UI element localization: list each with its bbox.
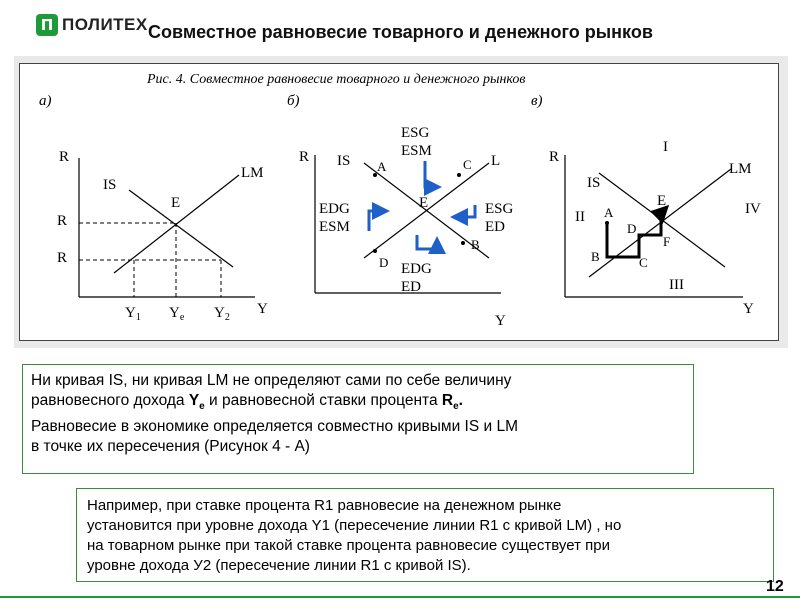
panel-b-arrow-bottom <box>417 235 437 249</box>
panel-b-b-label: B <box>471 237 480 252</box>
panel-c-path <box>607 207 667 257</box>
example-line-3: на товарном рынке при такой ставке процента равновесие существует при <box>87 537 610 554</box>
panel-c-y-label: Y <box>743 301 754 317</box>
panel-b-c-label: C <box>463 157 472 172</box>
info-box <box>22 364 694 474</box>
panel-b-a-label: A <box>377 159 387 174</box>
panel-a-y1-tick: $Y_1$ <box>125 305 141 323</box>
panel-b-point-c <box>457 173 461 177</box>
panel-a-lm-label: LM <box>241 165 264 181</box>
panel-c-q1: I <box>663 139 668 155</box>
panel-b-d-label: D <box>379 255 389 270</box>
header <box>0 0 800 50</box>
info-line-1: Ни кривая IS, ни кривая LM не определяют сами по себе величину <box>31 372 512 389</box>
example-line-2: установится при уровне дохода Y1 (пересечение линии R1 с кривой LM) , но <box>87 517 622 534</box>
panel-b-label: б) <box>287 93 300 109</box>
panel-b <box>287 93 514 329</box>
panel-c-q4: IV <box>745 201 761 217</box>
panel-b-y-label: Y <box>495 313 506 329</box>
panel-c-r-label: R <box>549 149 560 165</box>
panel-a-r-tick-1: R <box>57 250 68 266</box>
panel-b-arrow-right <box>453 205 475 217</box>
panel-b-r-label: R <box>299 149 310 165</box>
panel-c-lm-label: LM <box>729 161 752 177</box>
panel-b-lm-label: L <box>491 153 501 169</box>
info-line-2: равновесного дохода $Y_е$ и равновесной ставки процента $R_е$. <box>31 392 463 413</box>
panel-c-is-label: IS <box>587 175 601 191</box>
page-number: 12 <box>766 578 784 595</box>
figure-caption: Рис. 4. Совместное равновесие товарного и денежного рынков <box>147 72 526 87</box>
panel-a-y-label: Y <box>257 301 268 317</box>
figure-4 <box>19 63 779 341</box>
panel-c-a-label: A <box>604 205 614 220</box>
panel-b-edg-bottom: EDG <box>401 261 432 277</box>
panel-b-ed-bottom: ED <box>401 279 421 295</box>
panel-b-ed-right: ED <box>485 219 505 235</box>
panel-c-q3: III <box>669 277 684 293</box>
panel-a-e-label: E <box>171 195 181 211</box>
panel-a-r-label: R <box>59 149 70 165</box>
panel-a-r-tick-e: R <box>57 213 68 229</box>
panel-a-is-label: IS <box>103 177 117 193</box>
panel-b-arrow-top <box>425 161 439 187</box>
panel-c-b-label: B <box>591 249 600 264</box>
panel-c-f-label: F <box>663 234 671 249</box>
panel-a-y2-tick: $Y_2$ <box>214 305 230 323</box>
logo-text: ПОЛИТЕХ <box>62 15 148 34</box>
panel-c <box>531 93 761 317</box>
panel-b-edg-left: EDG <box>319 201 350 217</box>
logo <box>36 14 148 36</box>
panel-b-is-label: IS <box>337 153 351 169</box>
example-line-4: уровне дохода У2 (пересечение линии R1 с кривой IS). <box>87 557 471 574</box>
panel-a-ye-tick: $Y_e$ <box>169 305 185 323</box>
logo-icon: П <box>36 14 58 36</box>
panel-c-d-label: D <box>627 221 637 236</box>
info-line-4: в точке их пересечения (Рисунок 4 - А) <box>31 438 310 456</box>
panel-c-label: в) <box>531 93 543 109</box>
panel-a-is-curve <box>129 190 233 267</box>
panel-b-e-label: E <box>419 195 429 211</box>
info-line-3: Равновесие в экономике определяется совместно кривыми IS и LM <box>31 418 518 436</box>
panel-c-e-label: E <box>657 193 667 209</box>
panel-b-esm-top: ESM <box>401 143 432 159</box>
page-title: Совместное равновесие товарного и денежного рынков <box>148 22 653 42</box>
panel-c-q2: II <box>575 209 585 225</box>
panel-b-point-d <box>373 249 377 253</box>
panel-b-esg-right: ESG <box>485 201 514 217</box>
panel-b-point-b <box>461 241 465 245</box>
panel-b-arrow-left <box>369 211 387 231</box>
bottom-divider <box>0 596 800 598</box>
panel-a <box>39 93 268 323</box>
panel-b-esg-top: ESG <box>401 125 430 141</box>
panel-c-c-label: C <box>639 255 648 270</box>
example-line-1: Например, при ставке процента R1 равновесие на денежном рынке <box>87 497 562 514</box>
panel-b-point-a <box>373 173 377 177</box>
panel-b-esm-left: ESM <box>319 219 350 235</box>
example-box <box>76 488 774 582</box>
panel-a-label: а) <box>39 93 52 109</box>
